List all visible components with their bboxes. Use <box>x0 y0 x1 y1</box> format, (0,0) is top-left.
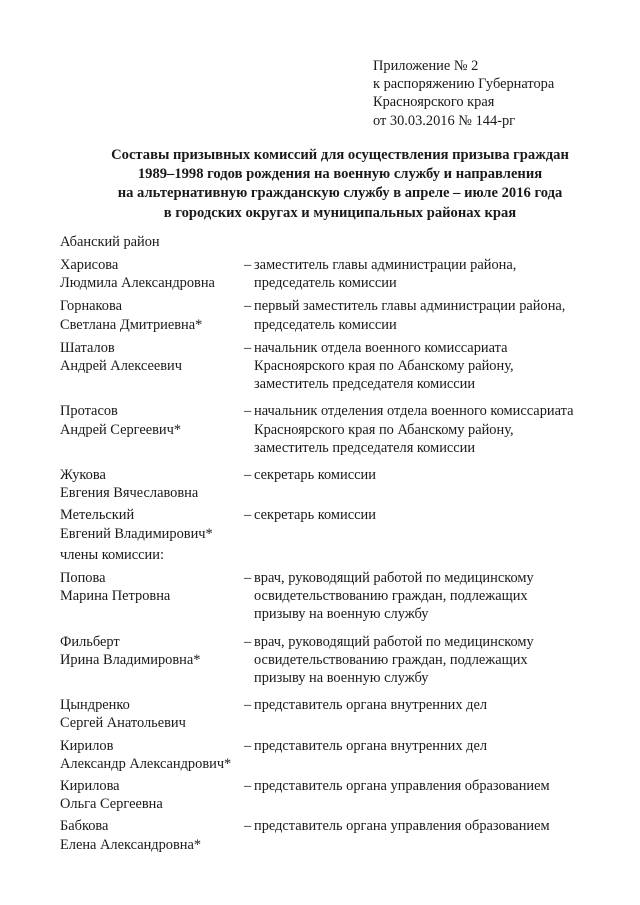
commission-entry <box>60 339 620 394</box>
person-name <box>60 402 244 457</box>
role-line: призыву на военную службу <box>254 670 429 687</box>
dash-separator: – <box>244 737 252 754</box>
commission-entry <box>60 297 620 333</box>
name-line: Елена Александровна* <box>60 836 202 853</box>
person-role <box>254 737 620 773</box>
person-name <box>60 569 244 624</box>
commission-entry <box>60 633 620 688</box>
name-line: Кирилов <box>60 737 114 754</box>
commission-entry <box>60 402 620 457</box>
name-line: Ирина Владимировна* <box>60 651 201 668</box>
commission-entry <box>60 777 620 813</box>
name-line: Протасов <box>60 403 118 420</box>
dash-separator: – <box>244 570 252 587</box>
dash-separator: – <box>244 298 252 315</box>
role-line: призыву на военную службу <box>254 606 429 623</box>
role-line: Красноярского края по Абанскому району, <box>254 421 514 438</box>
leadership-list <box>60 256 620 543</box>
person-name <box>60 737 244 773</box>
name-line: Марина Петровна <box>60 588 171 605</box>
dash-separator: – <box>244 818 252 835</box>
appendix-line: Приложение № 2 <box>373 58 479 74</box>
person-name <box>60 339 244 394</box>
person-role <box>254 817 620 853</box>
name-line: Александр Александрович* <box>60 755 232 772</box>
dash-separator: – <box>244 467 252 484</box>
members-label: члены комиссии: <box>60 546 164 563</box>
role-line: первый заместитель главы администрации района, <box>254 298 566 315</box>
name-line: Горнакова <box>60 298 122 315</box>
person-name <box>60 817 244 853</box>
commission-entry <box>60 569 620 624</box>
commission-entry <box>60 696 620 732</box>
person-role <box>254 466 620 502</box>
role-line: секретарь комиссии <box>254 467 376 484</box>
person-role <box>254 402 620 457</box>
role-line: начальник отделения отдела военного комиссариата <box>254 403 574 420</box>
name-line: Андрей Сергеевич* <box>60 421 182 438</box>
name-line: Евгений Владимирович* <box>60 525 213 542</box>
appendix-header <box>373 57 554 130</box>
name-line: Сергей Анатольевич <box>60 715 186 732</box>
name-line: Цындренко <box>60 697 130 714</box>
name-line: Андрей Алексеевич <box>60 358 182 375</box>
name-line: Фильберт <box>60 633 120 650</box>
dash-separator: – <box>244 257 252 273</box>
role-line: заместитель председателя комиссии <box>254 439 476 456</box>
person-role <box>254 506 620 542</box>
role-line: председатель комиссии <box>254 316 397 333</box>
dash-separator: – <box>244 339 252 356</box>
title-line: в городских округах и муниципальных районах края <box>163 204 517 221</box>
person-role <box>254 256 620 292</box>
person-name <box>60 506 244 542</box>
role-line: представитель органа управления образованием <box>254 778 550 795</box>
name-line: Евгения Вячеславовна <box>60 485 199 502</box>
dash-separator: – <box>244 633 252 650</box>
role-line: секретарь комиссии <box>254 507 376 524</box>
document-title <box>60 146 620 223</box>
role-line: заместитель главы администрации района, <box>254 257 517 273</box>
dash-separator: – <box>244 697 252 714</box>
dash-separator: – <box>244 507 252 524</box>
name-line: Ольга Сергеевна <box>60 796 163 813</box>
name-line: Бабкова <box>60 818 109 835</box>
role-line: освидетельствованию граждан, подлежащих <box>254 651 528 668</box>
person-role <box>254 777 620 813</box>
commission-entry <box>60 256 620 292</box>
person-role <box>254 696 620 732</box>
commission-entry <box>60 737 620 773</box>
commission-entry <box>60 466 620 502</box>
role-line: представитель органа управления образованием <box>254 818 550 835</box>
name-line: Попова <box>60 570 106 587</box>
person-role <box>254 339 620 394</box>
person-name <box>60 777 244 813</box>
person-name <box>60 256 244 292</box>
commission-list <box>60 256 620 854</box>
district-name: Абанский район <box>60 234 160 250</box>
title-line: 1989–1998 годов рождения на военную службу и направления <box>137 166 543 183</box>
person-role <box>254 569 620 624</box>
role-line: представитель органа внутренних дел <box>254 697 488 714</box>
appendix-line: от 30.03.2016 № 144-рг <box>373 112 516 129</box>
name-line: Метельский <box>60 507 135 524</box>
members-list <box>60 569 620 854</box>
name-line: Харисова <box>60 257 119 273</box>
dash-separator: – <box>244 403 252 420</box>
title-line: на альтернативную гражданскую службу в апреле – июле 2016 года <box>117 185 563 202</box>
role-line: врач, руководящий работой по медицинскому <box>254 570 534 587</box>
role-line: представитель органа внутренних дел <box>254 737 488 754</box>
person-name <box>60 297 244 333</box>
role-line: освидетельствованию граждан, подлежащих <box>254 588 528 605</box>
role-line: заместитель председателя комиссии <box>254 376 476 393</box>
name-line: Людмила Александровна <box>60 275 215 292</box>
role-line: Красноярского края по Абанскому району, <box>254 358 514 375</box>
dash-separator: – <box>244 778 252 795</box>
role-line: председатель комиссии <box>254 275 397 292</box>
appendix-line: Красноярского края <box>373 94 495 111</box>
title-line: Составы призывных комиссий для осуществления призыва граждан <box>111 147 569 163</box>
role-line: начальник отдела военного комиссариата <box>254 339 508 356</box>
commission-entry <box>60 506 620 542</box>
role-line: врач, руководящий работой по медицинскому <box>254 633 534 650</box>
appendix-line: к распоряжению Губернатора <box>373 76 555 93</box>
commission-entry <box>60 817 620 853</box>
name-line: Жукова <box>60 467 106 484</box>
name-line: Кирилова <box>60 778 120 795</box>
person-role <box>254 633 620 688</box>
person-name <box>60 696 244 732</box>
person-name <box>60 633 244 688</box>
name-line: Шаталов <box>60 339 115 356</box>
person-name <box>60 466 244 502</box>
name-line: Светлана Дмитриевна* <box>60 316 203 333</box>
person-role <box>254 297 620 333</box>
